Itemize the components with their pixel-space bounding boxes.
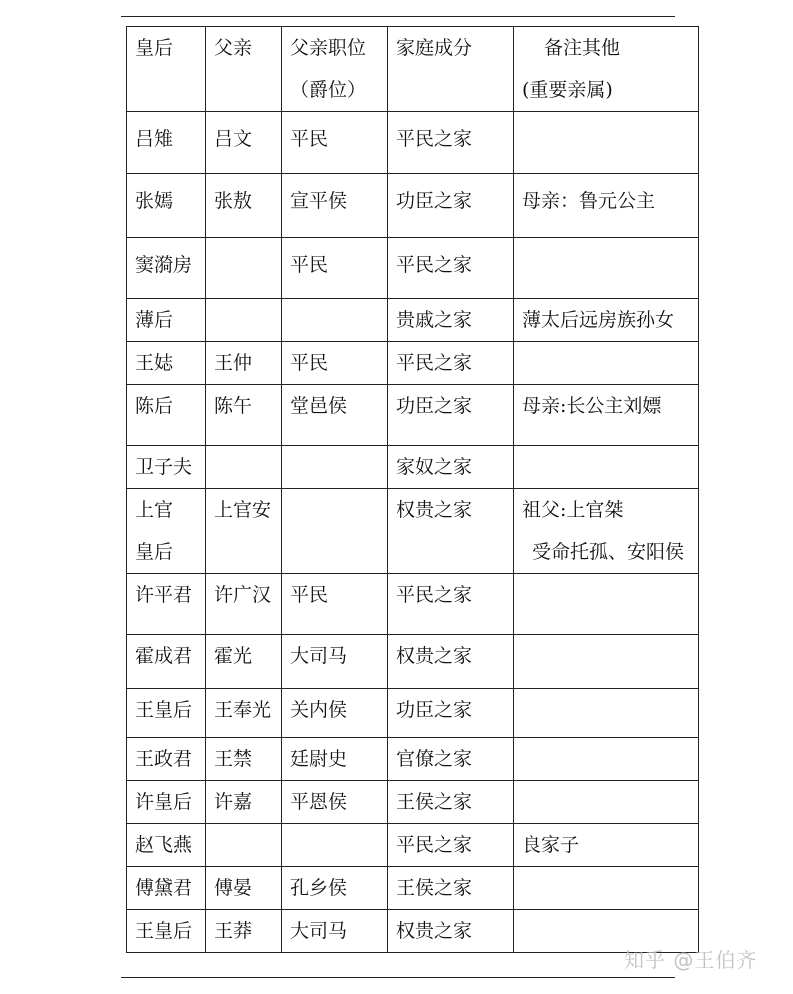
cell-remarks: 母亲:长公主刘嫖 — [514, 385, 699, 446]
cell-remarks: 薄太后远房族孙女 — [514, 299, 699, 342]
cell-remarks: 良家子 — [514, 824, 699, 867]
table-row — [127, 574, 699, 635]
cell-father-position: 平恩侯 — [282, 781, 388, 824]
cell-remarks — [514, 689, 699, 738]
table-row — [127, 635, 699, 689]
cell-father-position — [282, 299, 388, 342]
cell-father: 王莽 — [206, 910, 282, 953]
table-row — [127, 738, 699, 781]
cell-father-position: 宣平侯 — [282, 174, 388, 238]
cell-empress: 上官 皇后 — [127, 489, 206, 574]
cell-remarks — [514, 635, 699, 689]
cell-remarks — [514, 574, 699, 635]
cell-family-background: 功臣之家 — [388, 385, 514, 446]
cell-father: 王禁 — [206, 738, 282, 781]
cell-family-background: 王侯之家 — [388, 781, 514, 824]
cell-father — [206, 446, 282, 489]
cell-remarks — [514, 781, 699, 824]
cell-father: 王奉光 — [206, 689, 282, 738]
cell-family-background: 平民之家 — [388, 112, 514, 174]
cell-father: 傅晏 — [206, 867, 282, 910]
cell-empress: 王皇后 — [127, 689, 206, 738]
table-row — [127, 824, 699, 867]
cell-remarks — [514, 867, 699, 910]
header-father-position: 父亲职位 （爵位） — [282, 27, 388, 112]
cell-father: 许广汉 — [206, 574, 282, 635]
table-row — [127, 910, 699, 953]
cell-family-background: 功臣之家 — [388, 689, 514, 738]
header-father: 父亲 — [206, 27, 282, 112]
table-row — [127, 867, 699, 910]
cell-empress: 王娡 — [127, 342, 206, 385]
cell-empress: 王政君 — [127, 738, 206, 781]
cell-empress: 王皇后 — [127, 910, 206, 953]
cell-father-position: 孔乡侯 — [282, 867, 388, 910]
cell-empress: 张嫣 — [127, 174, 206, 238]
empress-family-table — [126, 26, 699, 953]
table-header-row — [127, 27, 699, 112]
cell-remarks — [514, 446, 699, 489]
cell-remarks — [514, 342, 699, 385]
cell-father-position — [282, 824, 388, 867]
cell-family-background: 权贵之家 — [388, 635, 514, 689]
cell-father-position: 堂邑侯 — [282, 385, 388, 446]
cell-father: 张敖 — [206, 174, 282, 238]
cell-father-position — [282, 446, 388, 489]
cell-father — [206, 299, 282, 342]
cell-remarks — [514, 738, 699, 781]
cell-family-background: 平民之家 — [388, 574, 514, 635]
header-remarks: 备注其他 (重要亲属) — [514, 27, 699, 112]
cell-empress: 薄后 — [127, 299, 206, 342]
table-row — [127, 689, 699, 738]
cell-empress: 陈后 — [127, 385, 206, 446]
cell-father: 陈午 — [206, 385, 282, 446]
cell-father-position: 平民 — [282, 574, 388, 635]
cell-remarks — [514, 238, 699, 299]
cell-family-background: 平民之家 — [388, 342, 514, 385]
cell-father: 许嘉 — [206, 781, 282, 824]
table-row — [127, 446, 699, 489]
cell-father-position: 平民 — [282, 342, 388, 385]
cell-family-background: 功臣之家 — [388, 174, 514, 238]
cell-father: 王仲 — [206, 342, 282, 385]
watermark: 知乎 @王伯齐 — [624, 948, 758, 972]
cell-father — [206, 824, 282, 867]
cell-father: 吕文 — [206, 112, 282, 174]
cell-family-background: 权贵之家 — [388, 910, 514, 953]
table-row — [127, 238, 699, 299]
cell-empress: 吕雉 — [127, 112, 206, 174]
cell-father-position: 平民 — [282, 112, 388, 174]
table-row — [127, 112, 699, 174]
cell-family-background: 权贵之家 — [388, 489, 514, 574]
cell-family-background: 官僚之家 — [388, 738, 514, 781]
cell-empress: 卫子夫 — [127, 446, 206, 489]
cell-family-background: 平民之家 — [388, 824, 514, 867]
cell-empress: 窦漪房 — [127, 238, 206, 299]
cell-father-position — [282, 489, 388, 574]
table-row — [127, 174, 699, 238]
cell-father — [206, 238, 282, 299]
table-row — [127, 342, 699, 385]
cell-remarks — [514, 112, 699, 174]
header-family-background: 家庭成分 — [388, 27, 514, 112]
table-row — [127, 489, 699, 574]
cell-father-position: 廷尉史 — [282, 738, 388, 781]
cell-father-position: 大司马 — [282, 910, 388, 953]
cell-empress: 许皇后 — [127, 781, 206, 824]
cell-family-background: 王侯之家 — [388, 867, 514, 910]
table-row — [127, 781, 699, 824]
cell-father-position: 平民 — [282, 238, 388, 299]
cell-remarks: 母亲：鲁元公主 — [514, 174, 699, 238]
bottom-rule — [121, 977, 675, 978]
table-row — [127, 385, 699, 446]
cell-empress: 赵飞燕 — [127, 824, 206, 867]
cell-empress: 霍成君 — [127, 635, 206, 689]
cell-family-background: 家奴之家 — [388, 446, 514, 489]
cell-family-background: 贵戚之家 — [388, 299, 514, 342]
cell-father-position: 关内侯 — [282, 689, 388, 738]
table-row — [127, 299, 699, 342]
cell-father: 霍光 — [206, 635, 282, 689]
cell-empress: 傅黛君 — [127, 867, 206, 910]
cell-empress: 许平君 — [127, 574, 206, 635]
top-rule — [121, 16, 675, 17]
cell-remarks: 祖父:上官桀 受命托孤、安阳侯 — [514, 489, 699, 574]
cell-father-position: 大司马 — [282, 635, 388, 689]
cell-family-background: 平民之家 — [388, 238, 514, 299]
cell-father: 上官安 — [206, 489, 282, 574]
header-empress: 皇后 — [127, 27, 206, 112]
